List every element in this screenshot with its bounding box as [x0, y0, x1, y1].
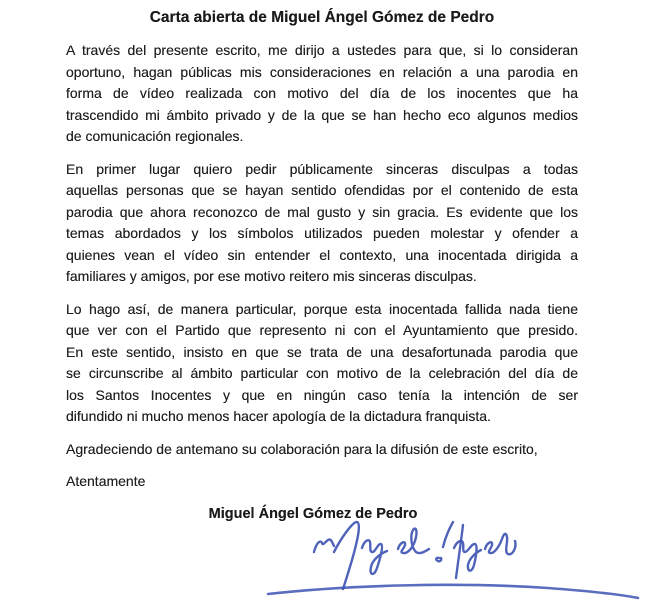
paragraph	[66, 299, 578, 428]
text-line: forma de vídeo realizada con motivo del día de los inocentes que ha	[66, 85, 578, 101]
text-line: temas abordados y los símbolos utilizados pueden molestar y ofender a	[66, 225, 578, 241]
text-line: familiares y amigos, por ese motivo reitero mis sinceras disculpas.	[66, 268, 477, 284]
signature-drawing	[258, 512, 648, 602]
text-line: En primer lugar quiero pedir públicamente sinceras disculpas a todas	[66, 160, 578, 177]
text-line: Atentamente	[66, 473, 146, 489]
text-line: Agradeciendo de antemano su colaboración para la difusión de este escrito,	[66, 440, 538, 457]
text-line: Lo hago así, de manera particular, porque esta inocentada fallida nada tiene	[66, 300, 578, 317]
text-line: oportuno, hagan públicas mis consideraciones en relación a una parodia en	[66, 63, 578, 80]
letter-body	[66, 40, 578, 493]
text-line: difundido ni mucho menos hacer apología de la dictadura franquista.	[66, 408, 491, 424]
paragraph	[66, 439, 578, 461]
page-title: Carta abierta de Miguel Ángel Gómez de Pedro	[149, 9, 495, 26]
paragraph	[66, 471, 578, 493]
text-line: los Santos Inocentes y que en ningún caso tenía la intención de ser	[66, 386, 578, 403]
text-line: que ver con el Partido que represento ni con el Ayuntamiento que presido.	[66, 322, 578, 338]
handwritten-signature-icon	[258, 512, 648, 602]
text-line: se circunscribe al ámbito particular con motivo de la celebración del día de	[66, 365, 578, 381]
paragraph	[66, 40, 578, 148]
signatory-name: Miguel Ángel Gómez de Pedro	[208, 505, 418, 522]
text-line: trascendido mi ámbito privado y de la que se han hecho eco algunos medios	[66, 106, 578, 123]
text-line: aquellas personas que se hayan sentido ofendidas por el contenido de esta	[66, 182, 578, 198]
text-line: A través del presente escrito, me dirijo a ustedes para que, si lo consideran	[66, 42, 578, 58]
text-line: de comunicación regionales.	[66, 128, 244, 144]
text-line: parodia que ahora reconozco de mal gusto y sin gracia. Es evidente que los	[66, 203, 578, 220]
text-line: quienes vean el vídeo sin entender el contexto, una inocentada dirigida a	[66, 246, 578, 263]
text-line: En este sentido, insisto en que se trata de una desafortunada parodia que	[66, 343, 578, 360]
paragraph	[66, 159, 578, 288]
signature-strokes	[268, 522, 638, 598]
